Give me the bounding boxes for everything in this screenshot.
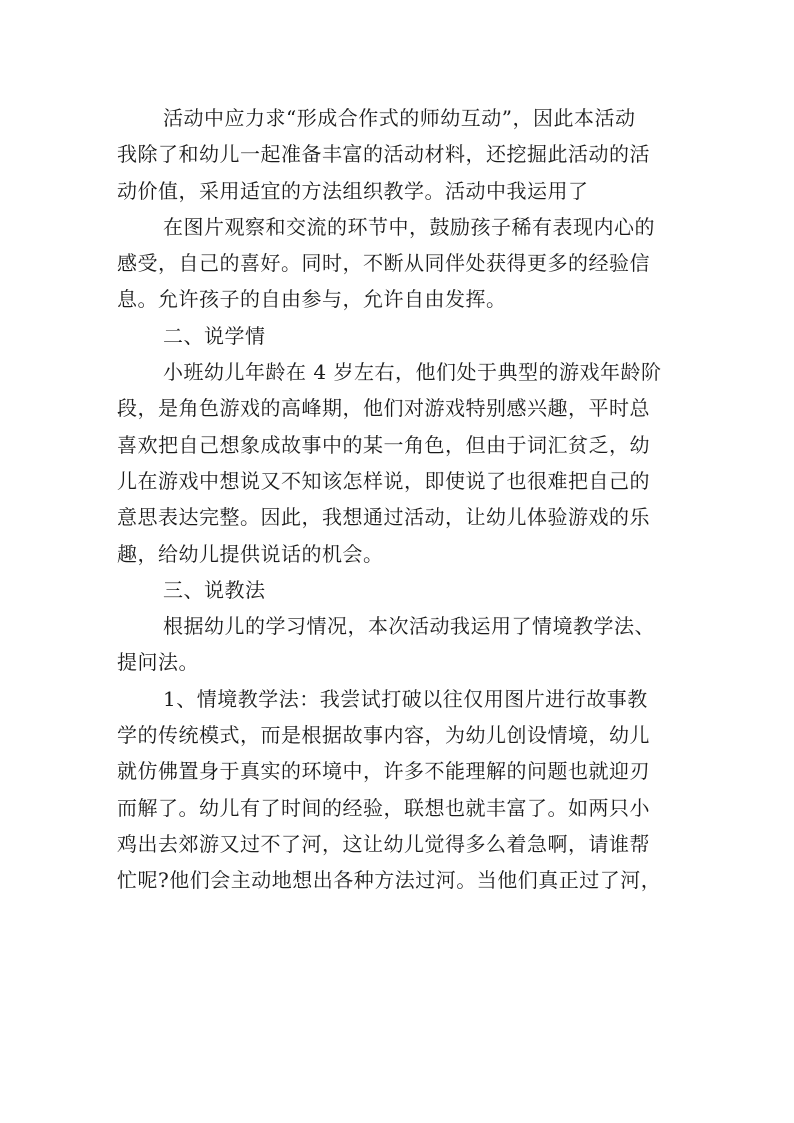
text-line: 活动中应力求“形成合作式的师幼互动”，因此本活动	[163, 106, 636, 130]
text-line: 动价值，采用适宜的方法组织教学。活动中我运用了	[117, 178, 589, 203]
section-heading: 二、说学情	[163, 323, 266, 348]
text-line: 趣，给幼儿提供说话的机会。	[117, 541, 384, 566]
text-line: 息。允许孩子的自由参与，允许自由发挥。	[117, 287, 507, 312]
text-line: 我除了和幼儿一起准备丰富的活动材料，还挖掘此活动的活	[117, 142, 650, 167]
text-line: 感受，自己的喜好。同时，不断从同伴处获得更多的经验信	[117, 251, 650, 276]
text-line: 意思表达完整。因此，我想通过活动，让幼儿体验游戏的乐	[117, 505, 650, 530]
text-line: 在图片观察和交流的环节中，鼓励孩子稀有表现内心的	[163, 214, 655, 239]
text-line: 而解了。幼儿有了时间的经验，联想也就丰富了。如两只小	[117, 795, 650, 820]
text-line: 学的传统模式，而是根据故事内容，为幼儿创设情境，幼儿	[117, 723, 650, 748]
text-line: 忙呢?他们会主动地想出各种方法过河。当他们真正过了河，	[117, 868, 662, 893]
document-body	[117, 100, 687, 899]
section-heading: 三、说教法	[163, 577, 266, 602]
text-line: 就仿佛置身于真实的环境中，许多不能理解的问题也就迎刃	[117, 759, 650, 784]
text-line: 1、情境教学法：我尝试打破以往仅用图片进行故事教	[163, 686, 648, 711]
text-line: 鸡出去郊游又过不了河，这让幼儿觉得多么着急啊，请谁帮	[117, 831, 650, 856]
text-line: 提问法。	[117, 650, 199, 675]
text-line: 儿在游戏中想说又不知该怎样说，即使说了也很难把自己的	[117, 468, 650, 493]
text-line: 小班幼儿年龄在 4 岁左右，他们处于典型的游戏年龄阶	[163, 360, 662, 385]
text-line: 根据幼儿的学习情况，本次活动我运用了情境教学法、	[163, 614, 655, 639]
text-line: 段，是角色游戏的高峰期，他们对游戏特别感兴趣，平时总	[117, 396, 650, 421]
text-line: 喜欢把自己想象成故事中的某一角色，但由于词汇贫乏，幼	[117, 432, 650, 457]
